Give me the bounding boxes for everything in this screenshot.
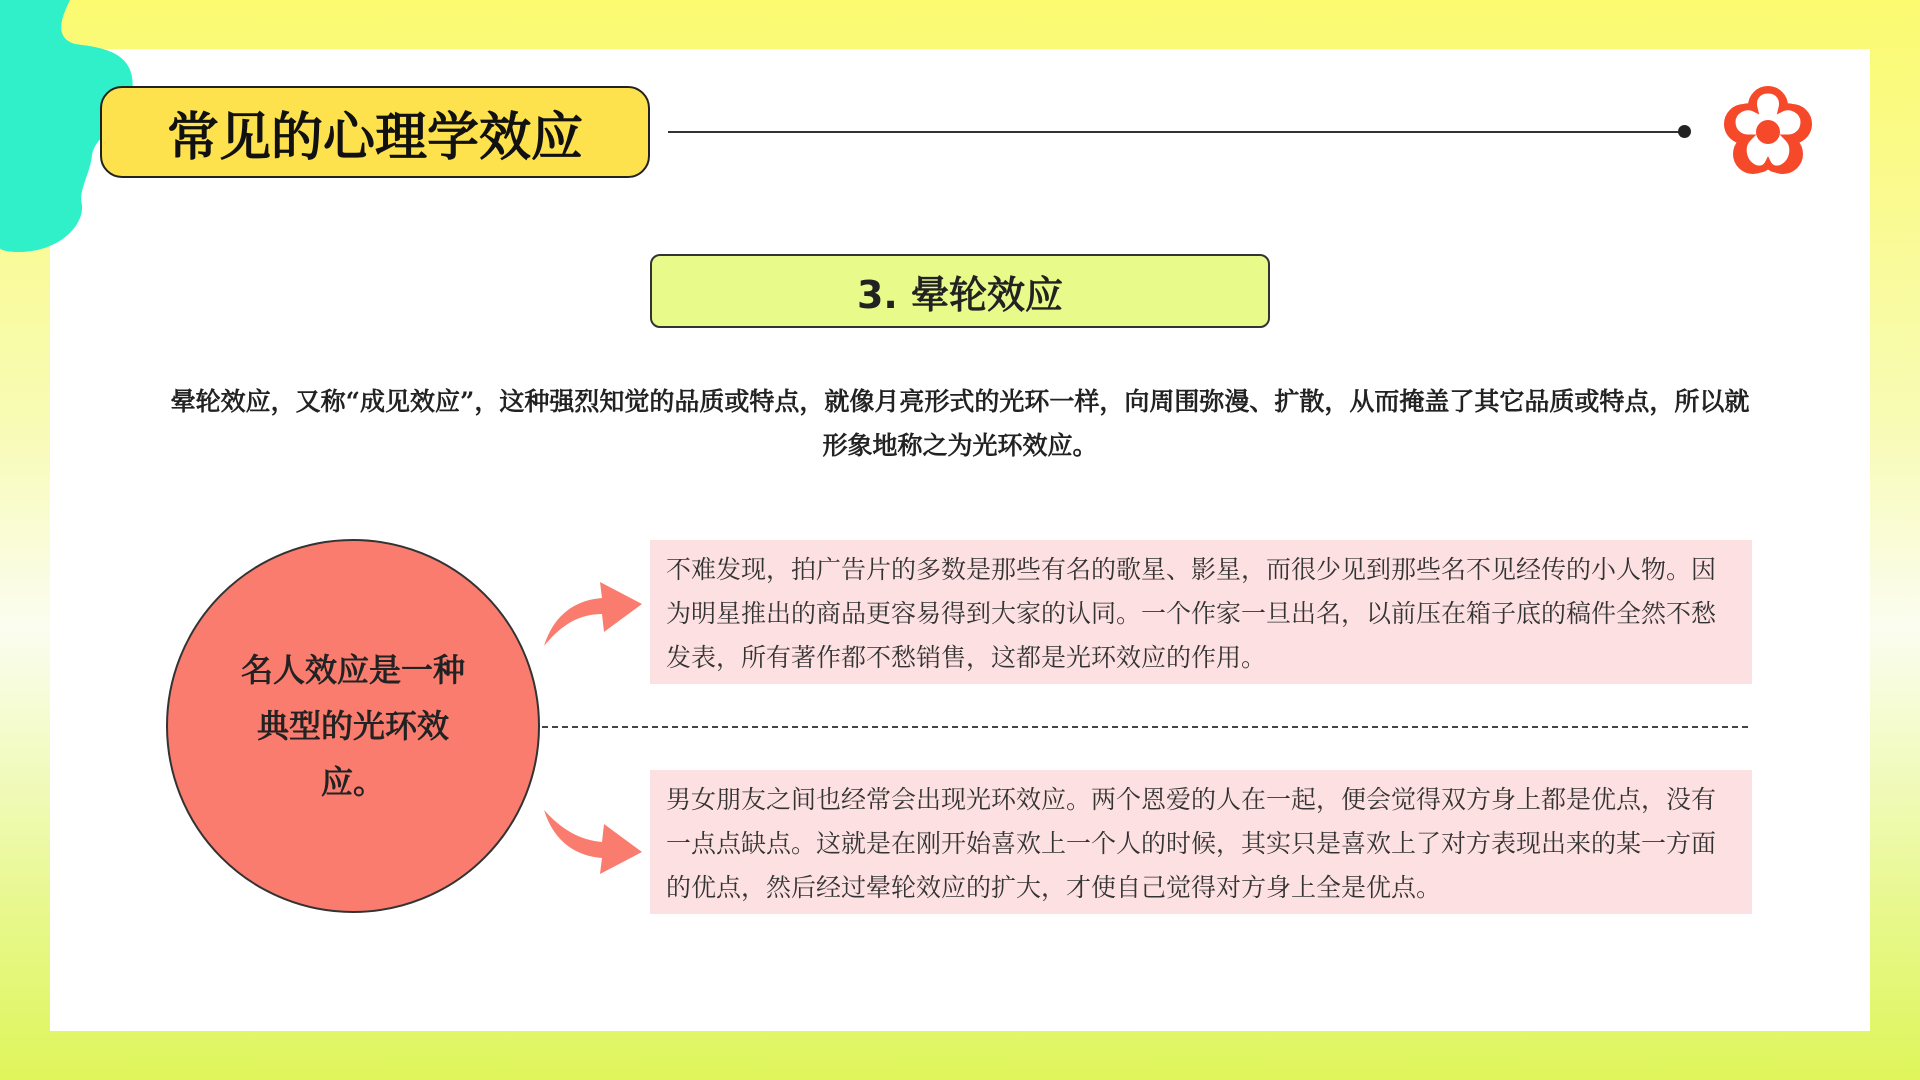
title-divider-dot <box>1678 125 1691 138</box>
dashed-divider <box>542 726 1748 728</box>
circle-label: 名人效应是一种典型的光环效应。 <box>240 651 465 801</box>
main-concept-circle <box>166 539 540 913</box>
page-title: 常见的心理学效应 <box>100 86 650 178</box>
example-text-box-2: 男女朋友之间也经常会出现光环效应。两个恩爱的人在一起，便会觉得双方身上都是优点，没有一点点缺点。这就是在刚开始喜欢上一个人的时候，其实只是喜欢上了对方表现出来的某一方面的优点，然后经过晕轮效应的扩大，才使自己觉得对方身上全是优点。 <box>650 770 1752 914</box>
flower-icon <box>1718 82 1818 182</box>
intro-paragraph: 晕轮效应，又称“成见效应”，这种强烈知觉的品质或特点，就像月亮形式的光环一样，向周围弥漫、扩散，从而掩盖了其它品质或特点，所以就形象地称之为光环效应。 <box>170 387 1750 460</box>
curved-arrow-icon <box>540 574 646 650</box>
curved-arrow-icon <box>540 806 646 882</box>
title-divider-line <box>668 131 1686 133</box>
section-heading: 3. 晕轮效应 <box>650 254 1270 328</box>
example-text-box-1: 不难发现，拍广告片的多数是那些有名的歌星、影星，而很少见到那些名不见经传的小人物。因为明星推出的商品更容易得到大家的认同。一个作家一旦出名，以前压在箱子底的稿件全然不愁发表，所有著作都不愁销售，这都是光环效应的作用。 <box>650 540 1752 684</box>
